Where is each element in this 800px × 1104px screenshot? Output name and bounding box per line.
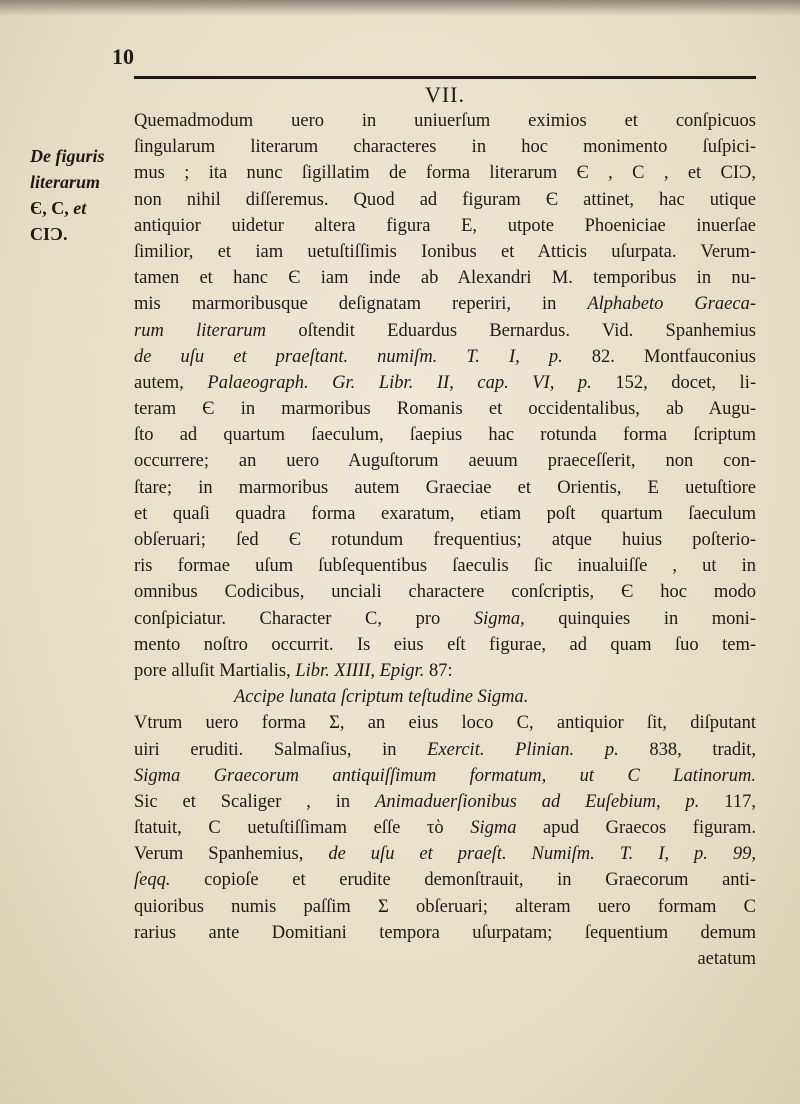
text-line xyxy=(134,239,756,265)
text-segment: ſto ad quartum ſaeculum, ſaepius hac rotunda forma ſcriptum xyxy=(134,425,756,446)
text-segment: rarius ante Domitiani tempora uſurpatam; ſequentium demum xyxy=(134,922,756,943)
text-line xyxy=(134,213,756,239)
text-segment: , quinquies in moni- xyxy=(520,608,756,629)
text-line xyxy=(134,318,756,344)
text-line xyxy=(134,867,756,893)
margin-note-line-3: Є, C, et xyxy=(30,198,87,218)
text-segment: aetatum xyxy=(697,949,756,969)
text-segment: ſtare; in marmoribus autem Graeciae et Orientis, E uetuſtiore xyxy=(134,477,756,498)
text-segment: conſpiciatur. Character C, pro xyxy=(134,608,474,629)
text-line xyxy=(134,684,756,710)
text-line xyxy=(134,108,756,134)
text-line xyxy=(134,160,756,186)
text-line xyxy=(134,841,756,867)
text-line xyxy=(134,187,756,213)
text-segment: pore alluſit Martialis, xyxy=(134,660,296,681)
text-segment: autem, xyxy=(134,372,208,393)
text-segment: ſingularum literarum characteres in hoc monimento ſuſpici- xyxy=(134,137,756,158)
text-segment: ſimilior, et iam uetuſtiſſimis Ionibus et Atticis uſurpata. Verum- xyxy=(134,241,756,262)
text-line xyxy=(134,265,756,291)
text-segment: antiquior uidetur altera figura E, utpote Phoeniciae inuerſae xyxy=(134,215,756,236)
text-line xyxy=(134,606,756,632)
text-line xyxy=(134,475,756,501)
text-segment: quioribus numis paſſim Σ obſeruari; alteram uero formam C xyxy=(134,896,756,917)
text-line xyxy=(134,527,756,553)
section-heading: VII. xyxy=(424,82,466,107)
text-segment: ris formae uſum ſubſequentibus ſaeculis ſic inualuiſſe , ut in xyxy=(134,556,756,577)
text-segment: Vtrum uero forma Σ, an eius loco C, antiquior ſit, diſputant xyxy=(134,713,756,734)
margin-note-line-4: CIϽ. xyxy=(30,224,68,244)
text-segment: omnibus Codicibus, unciali charactere conſcriptis, Є hoc modo xyxy=(134,582,756,603)
text-line xyxy=(134,946,756,972)
text-segment: Alphabeto Graeca- xyxy=(587,294,756,315)
text-segment: Sic et Scaliger , in xyxy=(134,791,376,812)
text-segment: ſtatuit, C uetuſtiſſimam eſſe τὸ xyxy=(134,818,471,839)
text-segment: Sigma xyxy=(473,608,521,629)
text-segment: tamen et hanc Є iam inde ab Alexandri M. temporibus in nu- xyxy=(134,268,756,289)
text-segment: apud Graecos figuram. xyxy=(516,818,756,839)
text-line xyxy=(134,658,756,684)
text-line xyxy=(134,370,756,396)
text-segment: mento noſtro occurrit. Is eius eſt figurae, ad quam ſuo tem- xyxy=(134,634,756,655)
text-line xyxy=(134,710,756,736)
text-line xyxy=(134,894,756,920)
page-number: 10 xyxy=(112,44,134,69)
text-segment: 838, tradit, xyxy=(618,739,756,760)
text-segment: mus ; ita nunc ſigillatim de forma literarum Є , C , et CIϽ, xyxy=(134,163,756,184)
text-line xyxy=(134,789,756,815)
text-segment: Palaeograph. Gr. Libr. II, cap. VI, p. xyxy=(207,372,592,393)
text-line xyxy=(134,579,756,605)
text-segment: 82. Montfauconius xyxy=(562,346,756,367)
text-segment: Quemadmodum uero in uniuerſum eximios et conſpicuos xyxy=(134,111,756,131)
text-segment: Verum Spanhemius, xyxy=(134,844,329,865)
text-line xyxy=(134,501,756,527)
text-segment: obſeruari; ſed Є rotundum frequentius; atque huius poſterio- xyxy=(134,530,756,550)
marginal-note xyxy=(30,143,122,247)
text-segment: 87: xyxy=(424,660,453,681)
body-text xyxy=(134,108,756,972)
text-line xyxy=(134,815,756,841)
text-line xyxy=(134,553,756,579)
page-edge-shadow xyxy=(0,0,800,16)
text-segment: rum literarum xyxy=(134,320,267,341)
text-segment: occurrere; an uero Auguſtorum aeuum praeceſſerit, non con- xyxy=(134,451,756,472)
header-rule xyxy=(134,76,756,79)
text-segment: Sigma Graecorum antiquiſſimum formatum, ut C Latinorum. xyxy=(134,765,756,786)
margin-note-line-1: De figuris xyxy=(30,146,105,166)
text-line xyxy=(134,422,756,448)
text-segment: de uſu et praeſtant. numiſm. T. I, p. xyxy=(134,346,563,367)
text-line xyxy=(134,344,756,370)
text-segment: de uſu et praeſt. Numiſm. T. I, p. 99, xyxy=(328,844,756,865)
text-segment: mis marmoribusque deſignatam reperiri, in xyxy=(134,294,588,315)
text-segment: ſeqq. xyxy=(134,870,171,891)
text-line xyxy=(134,291,756,317)
text-segment: uiri eruditi. Salmaſius, in xyxy=(134,739,428,760)
text-line xyxy=(134,396,756,422)
text-segment: non nihil diſſeremus. Quod ad figuram Є attinet, hac utique xyxy=(134,189,756,210)
margin-note-line-2: literarum xyxy=(30,172,101,192)
text-line xyxy=(134,448,756,474)
text-segment: copioſe et erudite demonſtrauit, in Graecorum anti- xyxy=(170,870,756,891)
text-segment: Sigma xyxy=(470,818,517,839)
text-segment: Accipe lunata ſcriptum teſtudine Sigma. xyxy=(234,687,529,708)
text-line xyxy=(134,737,756,763)
text-segment: et quaſi quadra forma exaratum, etiam poſt quartum ſaeculum xyxy=(134,503,756,524)
text-segment: Libr. XIIII, Epigr. xyxy=(295,660,425,681)
text-line xyxy=(134,134,756,160)
text-line xyxy=(134,632,756,658)
text-segment: oſtendit Eduardus Bernardus. Vid. Spanhemius xyxy=(266,320,756,341)
text-segment: teram Є in marmoribus Romanis et occidentalibus, ab Augu- xyxy=(134,399,756,420)
text-line xyxy=(134,763,756,789)
text-line xyxy=(134,920,756,946)
text-segment: Exercit. Plinian. p. xyxy=(427,739,619,760)
text-segment: Animaduerſionibus ad Euſebium, p. xyxy=(375,791,700,812)
text-segment: 117, xyxy=(699,791,756,812)
text-segment: 152, docet, li- xyxy=(591,372,756,393)
